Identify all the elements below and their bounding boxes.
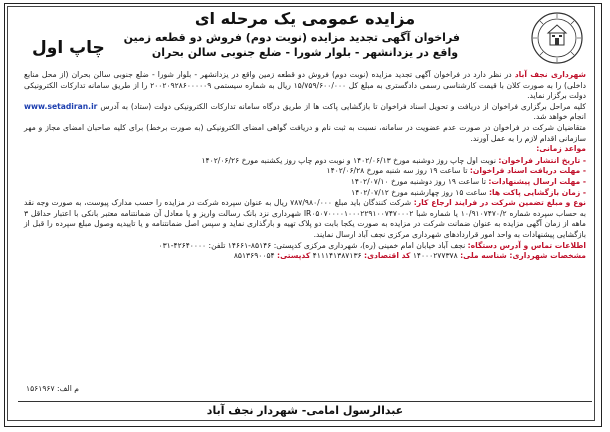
contact-paragraph [24,241,586,252]
date-text: تا ساعت ۱۹ روز دوشنبه مورخ ۱۴۰۲/۰۷/۱۰ [350,176,486,186]
mayor-signature-line: عبدالرسول امامی- شهردار نجف آباد [206,404,404,417]
notice-title: مزایده عمومی یک مرحله ای [194,9,416,28]
notice-body [24,70,586,262]
intro-text: در نظر دارد در فراخوان آگهی تجدید مزایده (نوبت دوم) فروش دو قطعه زمین واقع در یزدانشهر - بلوار شورا - ضلع جنوبی سالن بحران (از محل منابع داخلی) را به صورت کلان با قیمت کارشناسی رسمی دادگستری به مبلغ کل ۱۵/۷۵۹/۶۰۰/۰۰۰ ریال به شماره سیستمی ۲۰۰۲۰۹۲۸۶۰۰۰۰۰۹ را از طریق سامانه تدارکات الکترونیکی دولت برگزار نماید. [24,70,586,101]
municipality-seal-logo [530,11,584,65]
procedure-text-end: انجام خواهد شد. [533,112,586,122]
date-item [24,166,586,177]
registration-paragraph: متقاضیان شرکت در فراخوان در صورت عدم عضویت در سامانه، نسبت به ثبت نام و دریافت گواهی امضای الکترونیکی (به صورت برخط) برای کلیه صاحبان امضای مجاز و مهر سازمانی اقدام لازم را به عمل آورند. [24,122,586,143]
date-item [24,188,586,199]
dates-heading: مواعد زمانی: [536,144,586,154]
reference-number: م الف: ۱۵۶۱۹۶۷ [26,384,79,393]
date-item [24,156,586,167]
date-item [24,177,586,188]
dates-list [24,156,586,198]
postal-code: ۸۵۱۳۶۹۰۰۵۴ [233,251,275,261]
notice-subtitle-line-2: واقع در یزدانشهر - بلوار شورا - ضلع جنوبی سالن بحران [151,46,459,59]
date-text: نوبت اول چاپ روز دوشنبه مورخ ۱۴۰۲/۰۶/۱۳ و نوبت دوم چاپ روز یکشنبه مورخ ۱۴۰۲/۰۶/۲۶ [201,155,496,165]
deposit-paragraph [24,198,586,240]
national-id-label: مشخصات شهرداری: شناسه ملی: [460,251,586,261]
date-label: - زمان بازگشایی پاکت ها: [488,187,586,197]
contact-text: نجف آباد خیابان امام خمینی (ره)، شهرداری مرکزی کدپستی: ۸۵۱۴۶-۱۴۶۶۱ تلفن: ۴۲۶۴۰۰۰۰-۰۳۱ [158,240,466,250]
procedure-paragraph [24,102,586,123]
website-link[interactable]: www.setadiran.ir [24,101,98,111]
date-text: ساعت ۱۵ روز چهارشنبه مورخ ۱۴۰۲/۰۷/۱۲ [351,187,487,197]
procedure-text: کلیه مراحل برگزاری فراخوان از دریافت و تحویل اسناد فراخوان تا بازگشایی پاکت ها از طریق درگاه سامانه تدارکات الکترونیکی دولت (ستاد) به آدرس [100,101,586,111]
print-edition-label: چاپ اول [32,38,105,58]
deposit-text: شرکت کنندگان باید مبلغ ۷۸۷/۹۸۰/۰۰۰ ریال به عنوان سپرده شرکت در مزایده را حسب مدارک پیوست، به صورت وجه نقد به حساب سپرده شماره ۱۰/۹۱۰۷۴۷۰/۲ یا شماره شبا IR۰۵۰۷۰۰۰۰۱۰۰۰۲۲۹۱۰۰۷۴۷۰۰۰۲ شهرداری نزد بانک رسالت واریز و یا معادل آن ضمانتنامه معتبر بانکی با اعتبار حداقل ۳ ماهه از زمان آگهی مزایده به عنوان ضمانت شرکت در مزایده به صورت یکجا بابت دو پلاک تهیه و بارگذاری نماید و سپس اصل ضمانتنامه و یا تاییدیه وصول مبلغ سپرده را قبل از بازگشایی پیشنهادات به واحد امور قراردادهای شهرداری مرکزی نجف آباد ارسال نمایند. [24,198,586,239]
org-name: شهرداری نجف آباد [514,70,586,79]
economic-code: ۴۱۱۱۴۱۳۸۷۱۳۶ [312,251,362,261]
contact-label: اطلاعات تماس و آدرس دستگاه: [467,240,586,250]
municipality-ids [24,251,586,262]
date-label: - مهلت ارسال پیشنهادات: [488,176,586,186]
date-label: - تاریخ انتشار فراخوان: [498,155,586,165]
postal-code-label: کدپستی: [277,251,311,261]
national-id: ۱۴۰۰۰۲۷۷۳۷۸ [412,251,458,261]
date-text: تا ساعت ۱۹ روز سه شنبه مورخ ۱۴۰۲/۰۶/۲۸ [326,166,468,176]
economic-code-label: کد اقتصادی: [364,251,411,261]
date-label: - مهلت دریافت اسناد فراخوان: [469,166,586,176]
intro-paragraph [24,70,586,102]
notice-subtitle-line-1: فراخوان آگهی تجدید مزایده (نوبت دوم) فروش دو قطعه زمین [123,31,460,44]
deposit-label: نوع و مبلغ تضمین شرکت در فرایند ارجاع کار: [413,198,586,208]
